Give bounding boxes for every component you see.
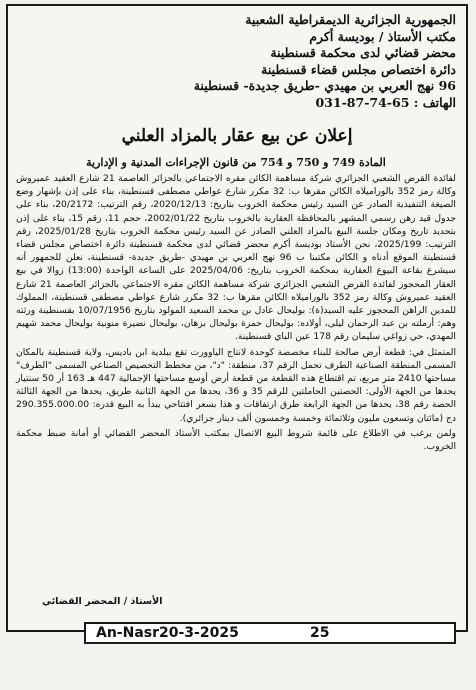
newspaper-footer [84,622,456,644]
header-line-office: مكتب الأستاذ / بوديسة أكرم [309,28,456,44]
notice-title: إعلان عن بيع عقار بالمزاد العلني [121,126,353,146]
legal-notice [6,4,468,632]
header-line-phone: الهاتف : 65-74-87-031 [315,94,456,110]
paragraph-sale: لفائدة القرض الشعبي الجزائري شركة مساهمة الكائن مقره الاجتماعي بالجزائر العاصمة 21 شارع العقيد عميروش وكالة رمز 352 بالوراميلاه الكائن مقرها ب: 32 مكرر شارع عواطي مصطفى قسنطينة، بناء على إذن بإشهار وضع الصيغة التنفيذية الصادر عن السيد رئيس محكمة الخروب بتاريخ: 2020/12/13، رقم الترتيب: 20/2172، بناء على جدول قيد رهن رسمي المشهر بالمحافظة العقارية بالخروب بتاريخ 2002/01/22، حجم 11، رقم 15، بناء على إذن بتحديد تاريخ ومكان جلسة البيع بالمزاد العلني الصادر عن السيد رئيس محكمة الخروب بتاريخ 2025/01/28، رقم الترتيب: 2025/199، نحن الأستاذ بوديسة أكرم محضر قضائي لدى محكمة قسنطينة دائرة اختصاص مجلس قضاء قسنطينة الموقع أدناه و الكائن مكتبنا ب 96 نهج العربي بن مهيدي -طريق جديدة- قسنطينة، نعلن للجمهور أنه سيشرع بقاعة البيوع العقارية بمحكمة الخروب بتاريخ: 2025/04/06 على الساعة الواحدة (13:00) زوالا في بيع العقار المحجوز لفائدة القرض الشعبي الجزائري شركة مساهمة الكائن مقره الاجتماعي بالجزائر العاصمة 21 شارع العقيد عميروش وكالة رمز 352 بالوراميلاه الكائن مقرها ب: 32 مكرر شارع عواطي مصطفى قسنطينة، المملوك للمدين الراهن المحجوز عليه السيد(ة): بوليحال عادل بن محمد السعيد المولود بتاريخ 10/07/1956 بقسنطينة ورثته وهم: أرملته بن عبد الرحمان ليلى، أولاده: بوليحال حمزة بوليحال برهان، بوليحال نضيرة منوبية بوليحال محمد شهيم المهدي، حي زواغي سليمان رقم 178 عين الباي قسنطينة. [16,173,457,343]
publication-date: An-Nasr20-3-2025 [96,625,239,641]
header-line-republic: الجمهورية الجزائرية الديمقراطية الشعبية [245,12,456,27]
page-number: 25 [310,625,330,641]
notice-header [8,6,466,111]
notice-body [8,147,466,453]
signature: الأستاذ / المحضر القضائي [42,596,163,607]
header-line-bailiff: محضر قضائي لدى محكمة قسنطينة [270,45,456,60]
paragraph-property: المتمثل في: قطعة أرض صالحة للبناء مخصصة كوحدة لانتاج الياوورت تقع ببلدية ابن باديس، ولاية قسنطينة بالمكان المسمى المنطقة الصناعية الطرف تحمل الرقم 37، منطقة: "د"، من مخطط التحصيص الصناعي المسمى "الطرف" مساحتها 2410 متر مربع، تم اقتطاع هذه القطعة من قطعة أرض أوسع مساحتها الإجمالية 447 هـ 163 أر 50 سنتيار يحدها من الجهة الأولى: الحصتين الحاملتين للرقم 35 و 36، يحدها من الجهة الثانية طريق، يحدها من الجهة الثالثة الحصة رقم 38، يحدها من الجهة الرابعة طرق ارتفاقات و هذا بسعر افتتاحي يبدأ به البيع قدره: 290.355.000.00 دج (مائتان وتسعون مليون وثلاثمائة وخمسة وخمسون ألف دينار جزائري). [16,346,456,424]
header-line-address: 96 نهج العربي بن مهيدي -طريق جديدة- قسنطينة [193,78,456,93]
legal-article: المادة 749 و 750 و 754 من قانون الإجراءات المدنية و الإدارية [86,156,386,169]
paragraph-contact: ولمن يرغب في الاطلاع على قائمة شروط البيع الاتصال بمكتب الأستاذ المحضر القضائي أو أمانة ضبط محكمة الخروب. [16,427,456,453]
header-line-jurisdiction: دائرة اختصاص مجلس قضاء قسنطينة [261,61,456,77]
